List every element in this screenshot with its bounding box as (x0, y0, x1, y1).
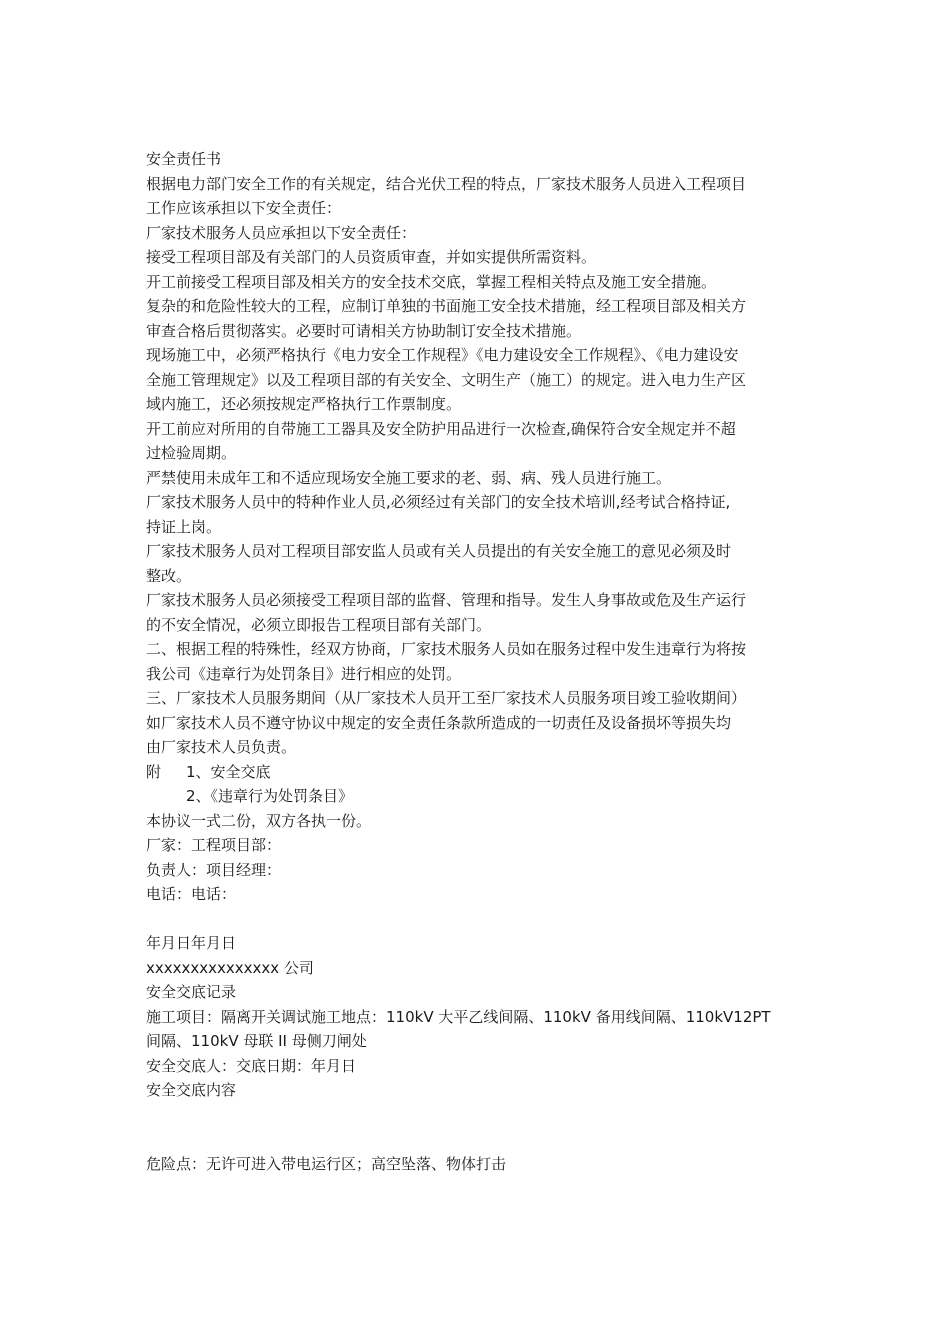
record-person-date: 安全交底人：交底日期：年月日 (146, 1056, 357, 1075)
record-content-heading: 安全交底内容 (146, 1081, 237, 1099)
item-2: 开工前接受工程项目部及相关方的安全技术交底，掌握工程相关特点及施工安全措施。 (146, 272, 717, 291)
intro-line-2: 工作应该承担以下安全责任： (146, 199, 342, 217)
item-9-line-2: 的不安全情况，必须立即报告工程项目部有关部门。 (146, 615, 492, 634)
responsibility-subtitle: 厂家技术服务人员应承担以下安全责任： (146, 223, 417, 242)
item-5-line-1: 开工前应对所用的自带施工工器具及安全防护用品进行一次检查,确保符合安全规定并不超 (146, 419, 736, 438)
item-3-line-2: 审查合格后贯彻落实。必要时可请相关方协助制订安全技术措施。 (146, 321, 582, 340)
signature-person: 负责人：项目经理： (146, 860, 282, 879)
item-3-line-1: 复杂的和危险性较大的工程，应制订单独的书面施工安全技术措施，经工程项目部及相关方 (146, 297, 747, 315)
record-title: 安全交底记录 (146, 983, 237, 1001)
signature-date: 年月日年月日 (146, 934, 237, 952)
item-7-line-1: 厂家技术服务人员中的特种作业人员,必须经过有关部门的安全技术培训,经考试合格持证, (146, 493, 731, 511)
section-2-line-1: 二、根据工程的特殊性，经双方协商，厂家技术服务人员如在服务过程中发生违章行为将按 (146, 640, 747, 658)
item-7-line-2: 持证上岗。 (146, 517, 222, 536)
item-8-line-1: 厂家技术服务人员对工程项目部安监人员或有关人员提出的有关安全施工的意见必须及时 (146, 542, 732, 560)
intro-line-1: 根据电力部门安全工作的有关规定，结合光伏工程的特点，厂家技术服务人员进入工程项目 (146, 174, 747, 193)
section-2-line-2: 我公司《违章行为处罚条目》进行相应的处罚。 (146, 664, 462, 683)
item-4-line-1: 现场施工中，必须严格执行《电力安全工作规程》《电力建设安全工作规程》、《电力建设安 (146, 346, 739, 364)
project-line-1: 施工项目：隔离开关调试施工地点：110kV 大平乙线间隔、110kV 备用线间隔、110kV12PT (146, 1007, 771, 1026)
item-8-line-2: 整改。 (146, 566, 192, 585)
danger-points: 危险点：无许可进入带电运行区；高空坠落、物体打击 (146, 1154, 507, 1173)
attachment-2: 2、《违章行为处罚条目》 (186, 787, 354, 805)
company-name: xxxxxxxxxxxxxxx 公司 (146, 958, 314, 977)
item-9-line-1: 厂家技术服务人员必须接受工程项目部的监督、管理和指导。发生人身事故或危及生产运行 (146, 591, 747, 609)
item-4-line-3: 域内施工，还必须按规定严格执行工作票制度。 (146, 395, 462, 413)
attachment-line-2 (146, 784, 826, 809)
signature-party: 厂家：工程项目部： (146, 836, 282, 854)
item-4-line-2: 全施工管理规定》以及工程项目部的有关安全、文明生产（施工）的规定。进入电力生产区 (146, 370, 747, 389)
section-3-line-2: 如厂家技术人员不遵守协议中规定的安全责任条款所造成的一切责任及设备损坏等损失均 (146, 713, 732, 732)
signature-phone: 电话：电话： (146, 885, 237, 903)
copies-statement: 本协议一式二份，双方各执一份。 (146, 811, 372, 830)
project-line-2: 间隔、110kV 母联 II 母侧刀闸处 (146, 1032, 367, 1050)
item-5-line-2: 过检验周期。 (146, 444, 237, 462)
section-3-line-3: 由厂家技术人员负责。 (146, 738, 297, 756)
section-3-line-1: 三、厂家技术人员服务期间（从厂家技术人员开工至厂家技术人员服务项目竣工验收期间） (146, 689, 747, 707)
attachment-label: 附 (146, 762, 162, 781)
item-1: 接受工程项目部及有关部门的人员资质审查，并如实提供所需资料。 (146, 248, 597, 266)
attachment-line-1 (146, 760, 826, 785)
document-body (146, 147, 826, 1176)
document-title: 安全责任书 (146, 150, 222, 168)
item-6: 严禁使用未成年工和不适应现场安全施工要求的老、弱、病、残人员进行施工。 (146, 468, 672, 487)
attachment-1: 1、安全交底 (186, 762, 271, 781)
